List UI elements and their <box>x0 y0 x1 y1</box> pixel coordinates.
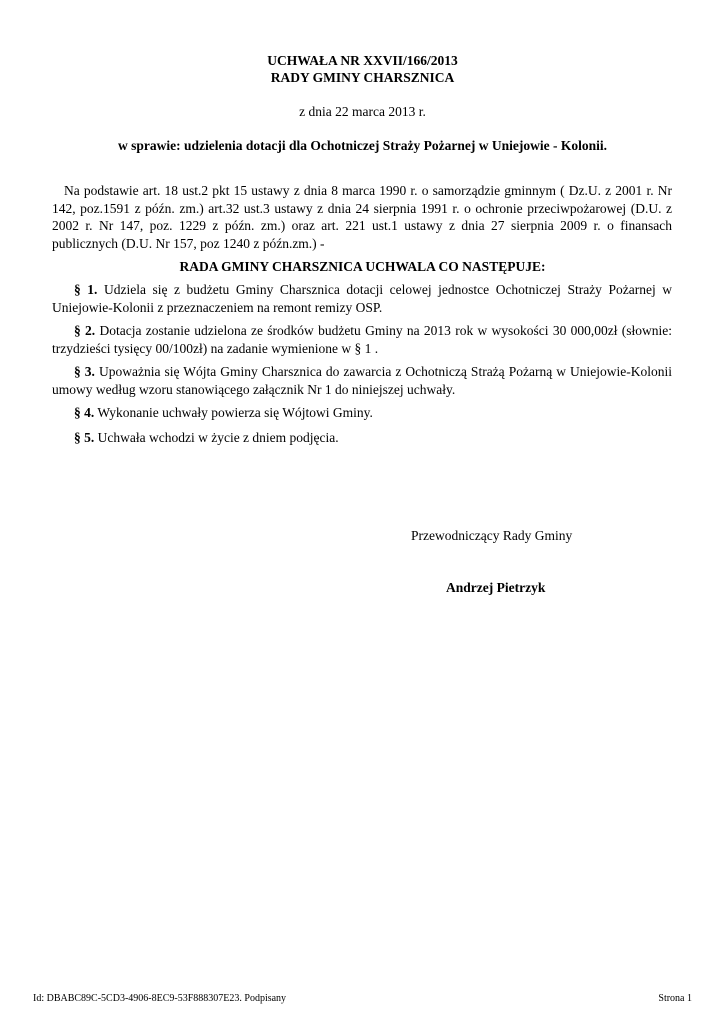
section-number: § 2. <box>74 323 96 338</box>
footer-document-id: Id: DBABC89C-5CD3-4906-8EC9-53F888307E23. Podpisany <box>33 993 287 1004</box>
section-2 <box>52 322 672 357</box>
section-text: Udziela się z budżetu Gminy Charsznica dotacji celowej jednostce Ochotniczej Straży Pożarnej w Uniejowie-Kolonii z przeznaczeniem na remont remizy OSP. <box>52 282 672 315</box>
section-number: § 1. <box>74 282 98 297</box>
resolution-subject: w sprawie: udzielenia dotacji dla Ochotniczej Straży Pożarnej w Uniejowie - Kolonii. <box>118 138 607 153</box>
council-name: RADY GMINY CHARSZNICA <box>270 70 455 85</box>
section-5 <box>52 429 672 447</box>
resolution-heading: RADA GMINY CHARSZNICA UCHWALA CO NASTĘPUJE: <box>179 259 546 274</box>
section-3 <box>52 363 672 398</box>
section-4 <box>52 404 672 422</box>
legal-basis-paragraph: Na podstawie art. 18 ust.2 pkt 15 ustawy z dnia 8 marca 1990 r. o samorządzie gminnym ( Dz.U. z 2001 r. Nr 142, poz.1591 z późn. zm.) art.32 ust.3 ustawy z dnia 24 sierpnia 1991 r. o ochronie przeciwpożarowej (D.U. z 2002 r. Nr 147, poz. 1229 z późn. zm.) oraz art. 221 ust.1 ustawy z dnia 27 sierpnia 2009 r. o finansach publicznych (D.U. Nr 157, poz 1240 z późn.zm.) - <box>52 183 672 251</box>
section-number: § 3. <box>74 364 95 379</box>
section-number: § 4. <box>74 405 95 420</box>
section-text: Wykonanie uchwały powierza się Wójtowi Gminy. <box>94 405 373 420</box>
section-text: Upoważnia się Wójta Gminy Charsznica do zawarcia z Ochotniczą Strażą Pożarną w Uniejowie-Kolonii umowy według wzoru stanowiącego załącznik Nr 1 do niniejszej uchwały. <box>52 364 673 397</box>
resolution-date: z dnia 22 marca 2013 r. <box>299 104 426 119</box>
signatory-name: Andrzej Pietrzyk <box>446 580 546 595</box>
section-1 <box>52 281 672 316</box>
section-number: § 5. <box>74 430 95 445</box>
resolution-number: UCHWAŁA NR XXVII/166/2013 <box>267 53 458 68</box>
signatory-title: Przewodniczący Rady Gminy <box>411 528 573 543</box>
section-text: Dotacja zostanie udzielona ze środków budżetu Gminy na 2013 rok w wysokości 30 000,00zł (słownie: trzydzieści tysięcy 00/100zł) na zadanie wymienione w § 1 . <box>52 323 673 356</box>
footer-page-number: Strona 1 <box>658 993 692 1004</box>
section-text: Uchwała wchodzi w życie z dniem podjęcia. <box>94 430 339 445</box>
